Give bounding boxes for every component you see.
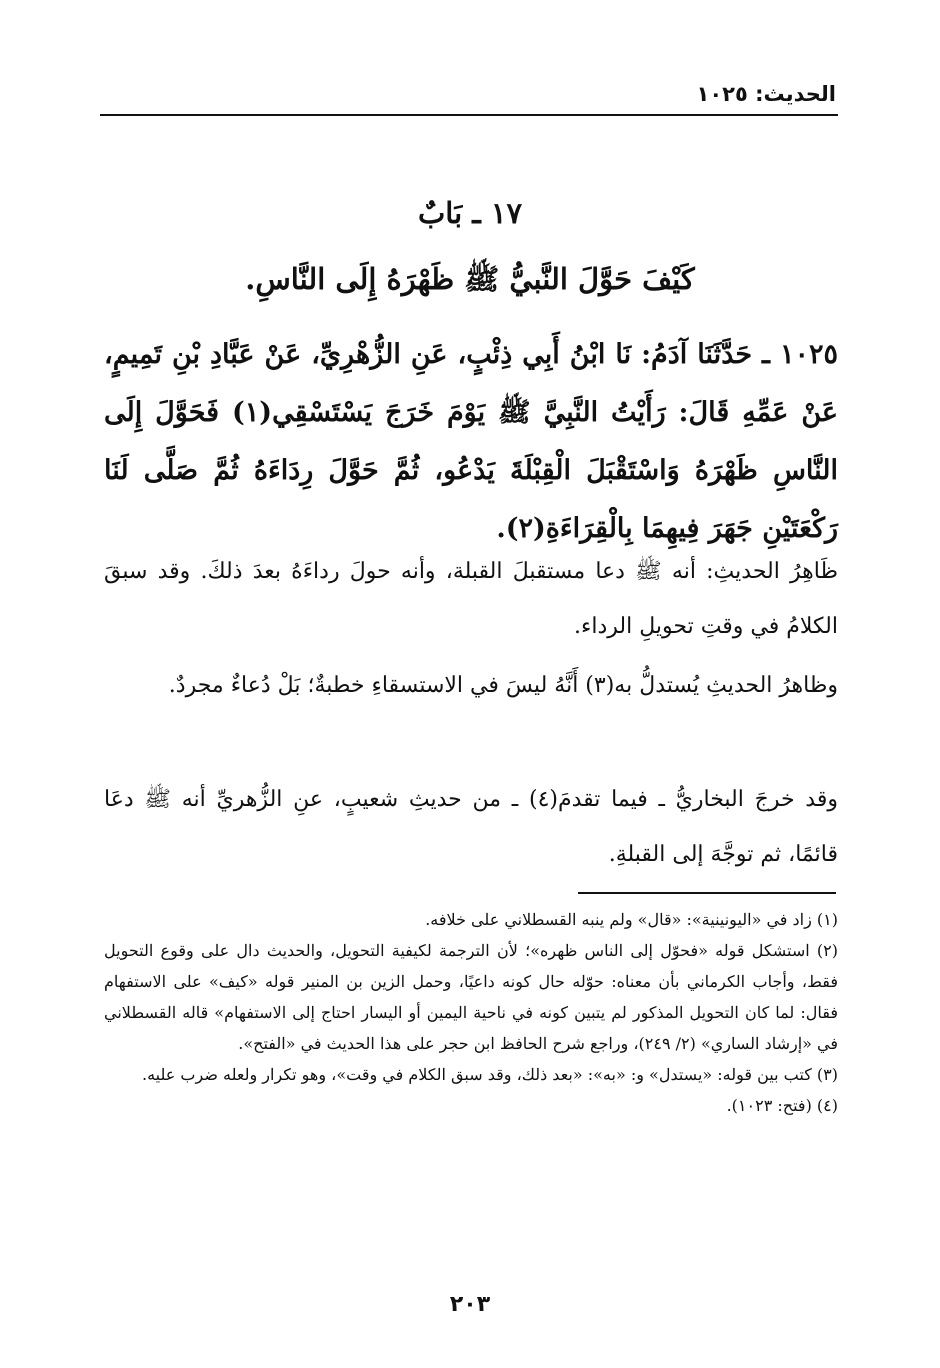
commentary-paragraph-3: وقد خرجَ البخاريُّ ـ فيما تقدمَ(٤) ـ من حديثِ شعيبٍ، عنِ الزُّهريِّ أنه ﷺ دعَا قائمًا، ثم توجَّهَ إلى القبلةِ.: [104, 787, 839, 867]
footnotes: [104, 904, 838, 1121]
commentary-paragraph-1: ظَاهِرُ الحديثِ: أنه ﷺ دعا مستقبلَ القبلة، وأنه حولَ رداءَهُ بعدَ ذلكَ. وقد سبقَ الكلامُ في وقتِ تحويلِ الرداء.: [104, 559, 838, 639]
commentary-paragraph-2: وظاهرُ الحديثِ يُستدلُّ به(٣) أَنَّهُ ليسَ في الاستسقاءِ خطبةٌ؛ بَلْ دُعاءٌ مجردٌ.: [168, 673, 838, 698]
footnote-1: (١) زاد في «اليونينية»: «قال» ولم ينبه القسطلاني على خلافه.: [425, 910, 838, 929]
header-rule: [100, 114, 838, 116]
hadith-text: ١٠٢٥ ـ حَدَّثَنَا آدَمُ: نَا ابْنُ أَبِي ذِئْبٍ، عَنِ الزُّهْرِيِّ، عَنْ عَبَّادِ بْنِ تَمِيمٍ، عَنْ عَمِّهِ قَالَ: رَأَيْتُ النَّبِيَّ ﷺ يَوْمَ خَرَجَ يَسْتَسْقِي(١) فَحَوَّلَ إِلَى النَّاسِ ظَهْرَهُ وَاسْتَقْبَلَ الْقِبْلَةَ يَدْعُو، ثُمَّ حَوَّلَ رِدَاءَهُ ثُمَّ صَلَّى لَنَا رَكْعَتَيْنِ جَهَرَ فِيهِمَا بِالْقِرَاءَةِ(٢).: [104, 339, 838, 544]
footnote-2: (٢) استشكل قوله «فحوّل إلى الناس ظهره»؛ لأن الترجمة لكيفية التحويل، والحديث دال على وقوع التحويل فقط، وأجاب الكرماني بأن معناه: حوّله حال كونه داعيًا، وحمل الزين بن المنير قوله «كيف» على الاستفهام فقال: لما كان التحويل المذكور لم يتبين كونه في ناحية اليمين أو اليسار احتاج إلى الاستفهام» قاله القسطلاني في «إرشاد الساري» (٢/ ٢٤٩)، وراجع شرح الحافظ ابن حجر على هذا الحديث في «الفتح».: [104, 941, 838, 1053]
page-number: ٢٠٣: [449, 1292, 491, 1317]
chapter-number: ١٧ ـ بَابٌ: [417, 196, 523, 230]
footnote-3: (٣) كتب بين قوله: «يستدل» و: «به»: «بعد ذلك، وقد سبق الكلام في وقت»، وهو تكرار ولعله ضرب عليه.: [142, 1065, 838, 1084]
running-head: الحديث: ١٠٢٥: [696, 82, 836, 106]
footnote-rule: [578, 892, 836, 894]
footnote-4: (٤) (فتح: ١٠٢٣).: [726, 1096, 838, 1115]
chapter-title: كَيْفَ حَوَّلَ النَّبيُّ ﷺ ظَهْرَهُ إِلَى النَّاسِ.: [245, 262, 695, 296]
